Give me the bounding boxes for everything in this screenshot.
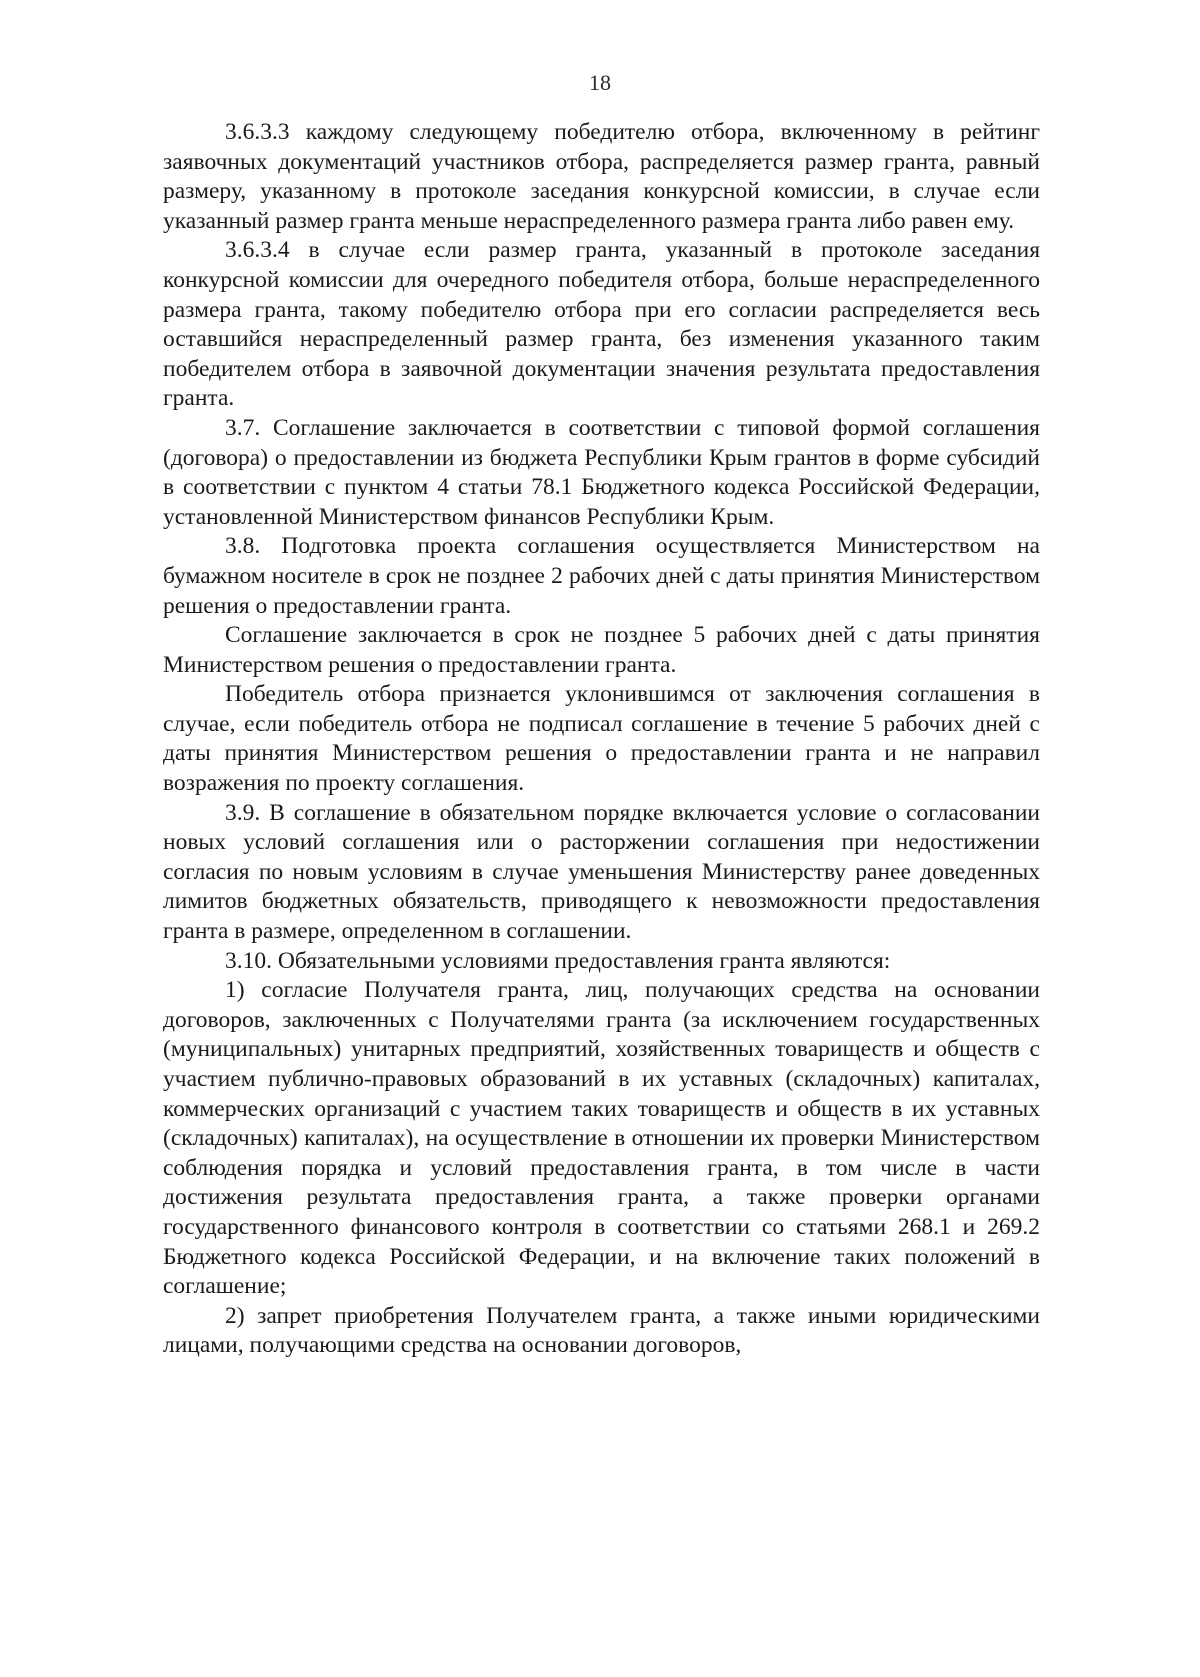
page-number: 18 [589, 70, 611, 95]
document-body [163, 118, 1040, 1361]
paragraph-3-6-3-4: 3.6.3.4 в случае если размер гранта, указанный в протоколе заседания конкурсной комиссии для очередного победителя отбора, больше нераспределенного размера гранта, такому победителю отбора при его согласии распределяется весь оставшийся нераспределенный размер гранта, без изменения указанного таким победителем отбора в заявочной документации значения результата предоставления гранта. [163, 237, 1040, 412]
paragraph-3-8-agreement-term: Соглашение заключается в срок не позднее 5 рабочих дней с даты принятия Министерством решения о предоставлении гранта. [163, 622, 1040, 678]
paragraph-3-10-item-1: 1) согласие Получателя гранта, лиц, получающих средства на основании договоров, заключенных с Получателями гранта (за исключением государственных (муниципальных) унитарных предприятий, хозяйственных товариществ и обществ с участием публично-правовых образований в их уставных (складочных) капиталах, коммерческих организаций с участием таких товариществ и обществ в их уставных (складочных) капиталах), на осуществление в отношении их проверки Министерством соблюдения порядка и условий предоставления гранта, в том числе в части достижения результата предоставления гранта, а также проверки органами государственного финансового контроля в соответствии со статьями 268.1 и 269.2 Бюджетного кодекса Российской Федерации, и на включение таких положений в соглашение; [163, 977, 1040, 1300]
paragraph-3-9: 3.9. В соглашение в обязательном порядке включается условие о согласовании новых условий соглашения или о расторжении соглашения при недостижении согласия по новым условиям в случае уменьшения Министерству ранее доведенных лимитов бюджетных обязательств, приводящего к невозможности предоставления гранта в размере, определенном в соглашении. [163, 799, 1040, 945]
paragraph-3-7: 3.7. Соглашение заключается в соответствии с типовой формой соглашения (договора) о предоставлении из бюджета Республики Крым грантов в форме субсидий в соответствии с пунктом 4 статьи 78.1 Бюджетного кодекса Российской Федерации, установленной Министерством финансов Республики Крым. [163, 414, 1040, 530]
paragraph-3-10: 3.10. Обязательными условиями предоставления гранта являются: [225, 947, 891, 974]
paragraph-3-8-evasion: Победитель отбора признается уклонившимся от заключения соглашения в случае, если победитель отбора не подписал соглашение в течение 5 рабочих дней с даты принятия Министерством решения о предоставлении гранта и не направил возражения по проекту соглашения. [163, 681, 1040, 797]
paragraph-3-10-item-2: 2) запрет приобретения Получателем гранта, а также иными юридическими лицами, получающими средства на основании договоров, [163, 1302, 1040, 1359]
paragraph-3-8: 3.8. Подготовка проекта соглашения осуществляется Министерством на бумажном носителе в срок не позднее 2 рабочих дней с даты принятия Министерством решения о предоставлении гранта. [163, 533, 1040, 619]
paragraph-3-6-3-3: 3.6.3.3 каждому следующему победителю отбора, включенному в рейтинг заявочных документаций участников отбора, распределяется размер гранта, равный размеру, указанному в протоколе заседания конкурсной комиссии, в случае если указанный размер гранта меньше нераспределенного размера гранта либо равен ему. [163, 119, 1040, 234]
